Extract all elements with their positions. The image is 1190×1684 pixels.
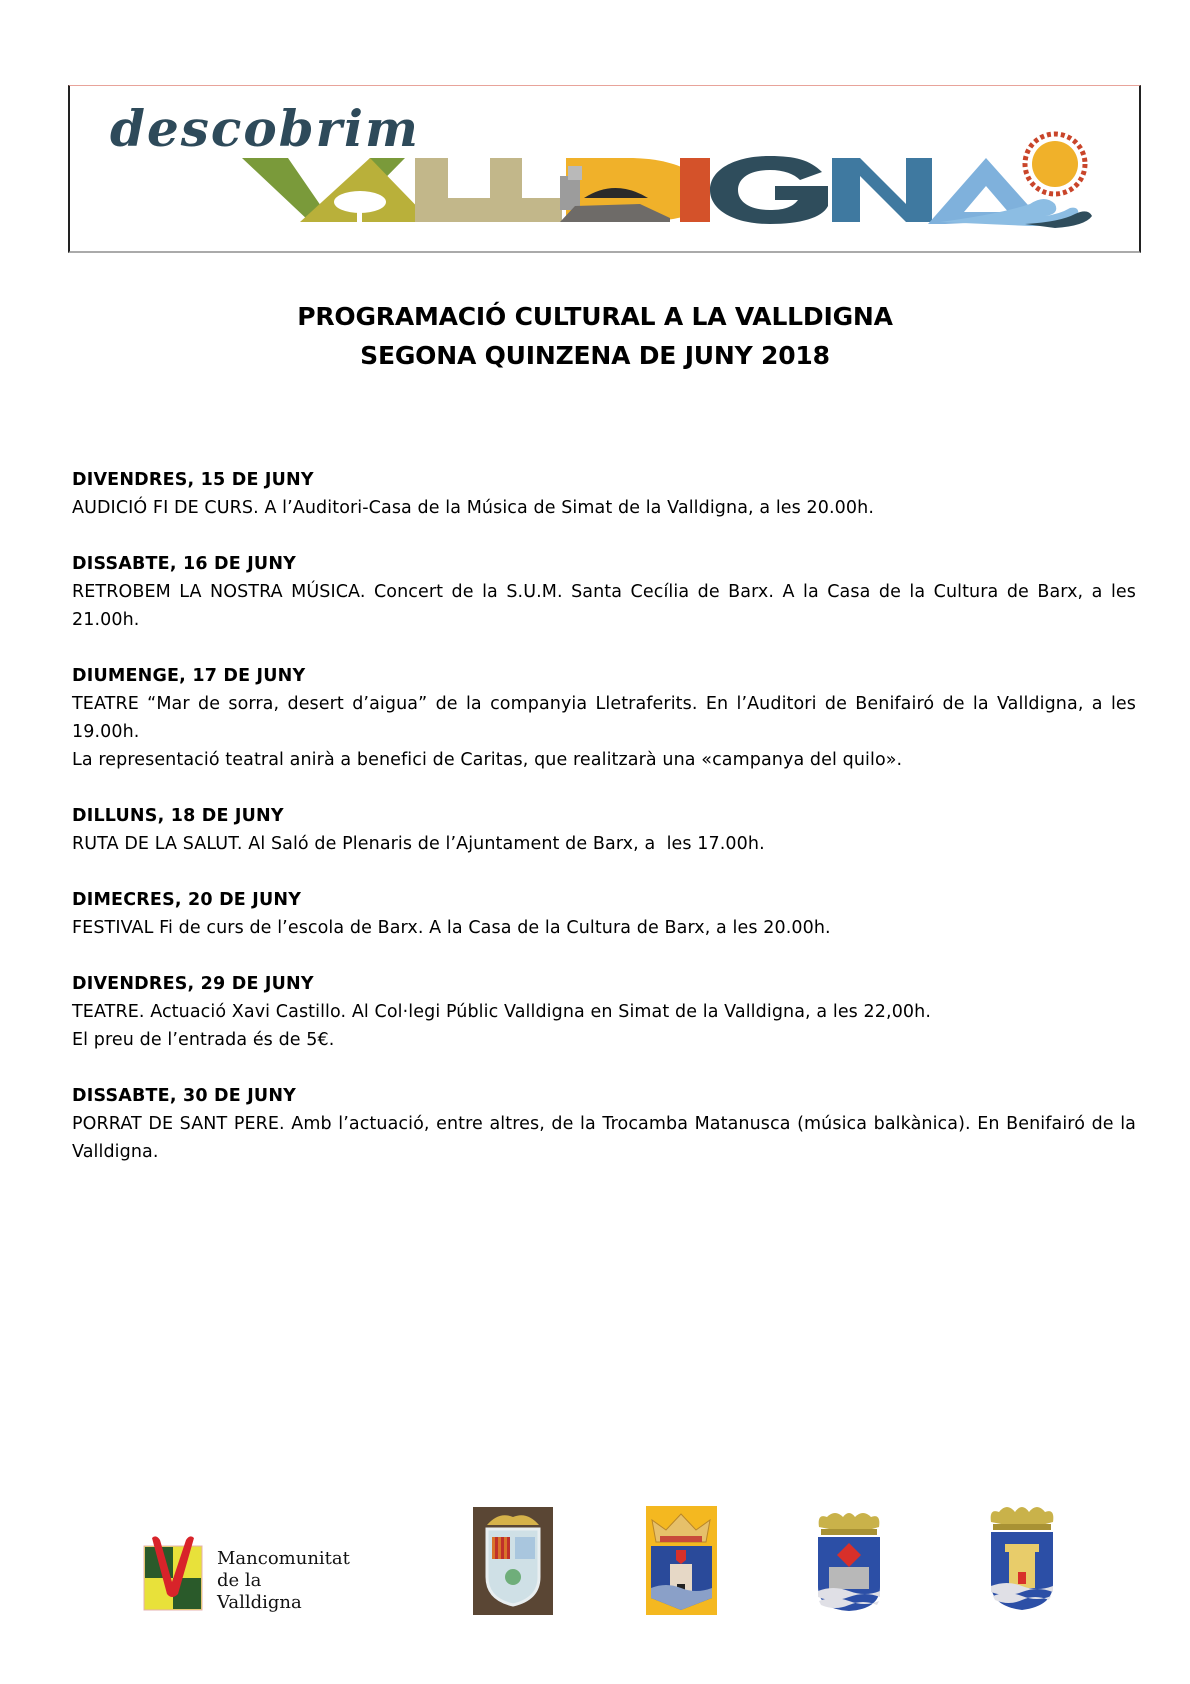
event-list — [72, 466, 1136, 1194]
descobrim-valldigna-logo — [70, 86, 1139, 250]
event-date: DIVENDRES, 15 DE JUNY — [72, 470, 314, 490]
barx-coat-of-arms-icon — [473, 1507, 553, 1615]
event-date: DISSABTE, 30 DE JUNY — [72, 1086, 297, 1106]
event-description: FESTIVAL Fi de curs de l’escola de Barx. A la Casa de la Cultura de Barx, a les 20.00h. — [72, 918, 831, 938]
simat-coat-of-arms-icon — [815, 1507, 883, 1613]
benifairo-coat-of-arms-icon — [987, 1500, 1057, 1612]
event-note: El preu de l’entrada és de 5€. — [72, 1030, 335, 1050]
tavernes-coat-of-arms-icon — [646, 1506, 717, 1615]
event-description: TEATRE. Actuació Xavi Castillo. Al Col·legi Públic Valldigna en Simat de la Valldigna, a les 22,00h. — [72, 1002, 932, 1022]
logo-letter-n — [832, 158, 932, 222]
logo-letter-i — [680, 158, 710, 222]
mancomunitat-name — [217, 1548, 350, 1614]
event-item — [72, 1082, 1136, 1166]
logo-script-text: descobrim — [110, 99, 420, 158]
event-date: DIVENDRES, 29 DE JUNY — [72, 974, 314, 994]
village-tower — [568, 166, 582, 180]
event-description: TEATRE “Mar de sorra, desert d’aigua” de la companyia Lletraferits. En l’Auditori de Benifairó de la Valldigna, a les 19.00h. — [72, 694, 1136, 742]
logo-letter-g — [710, 156, 828, 224]
event-description: RETROBEM LA NOSTRA MÚSICA. Concert de la S.U.M. Santa Cecília de Barx. A la Casa de la Cultura de Barx, a les 21.00h. — [72, 582, 1136, 630]
sun-icon — [1032, 141, 1078, 187]
event-date: DIUMENGE, 17 DE JUNY — [72, 666, 306, 686]
event-item — [72, 550, 1136, 634]
event-description: AUDICIÓ FI DE CURS. A l’Auditori-Casa de la Música de Simat de la Valldigna, a les 20.00h. — [72, 498, 875, 518]
event-description: PORRAT DE SANT PERE. Amb l’actuació, entre altres, de la Trocamba Matanusca (música balkànica). En Benifairó de la Valldigna. — [72, 1114, 1136, 1162]
event-date: DILLUNS, 18 DE JUNY — [72, 806, 284, 826]
header-banner — [68, 85, 1141, 253]
page-subtitle: SEGONA QUINZENA DE JUNY 2018 — [360, 341, 830, 370]
mancomunitat-logo — [142, 1530, 204, 1612]
mancomunitat-line1: Mancomunitat — [217, 1548, 350, 1569]
mancomunitat-line2: de la — [217, 1570, 262, 1591]
logo-letter-l1 — [415, 158, 490, 222]
event-item — [72, 802, 1136, 858]
tree-trunk — [357, 204, 362, 222]
page-title: PROGRAMACIÓ CULTURAL A LA VALLDIGNA — [297, 302, 893, 331]
logo-letter-l2 — [490, 158, 562, 222]
event-date: DIMECRES, 20 DE JUNY — [72, 890, 302, 910]
event-item — [72, 662, 1136, 774]
event-description: RUTA DE LA SALUT. Al Saló de Plenaris de l’Ajuntament de Barx, a les 17.00h. — [72, 834, 765, 854]
event-note: La representació teatral anirà a benefici de Caritas, que realitzarà una «campanya del quilo». — [72, 750, 903, 770]
event-item — [72, 970, 1136, 1054]
event-date: DISSABTE, 16 DE JUNY — [72, 554, 297, 574]
mancomunitat-line3: Valldigna — [217, 1592, 302, 1613]
village-building — [560, 176, 580, 210]
event-item — [72, 886, 1136, 942]
event-item — [72, 466, 1136, 522]
